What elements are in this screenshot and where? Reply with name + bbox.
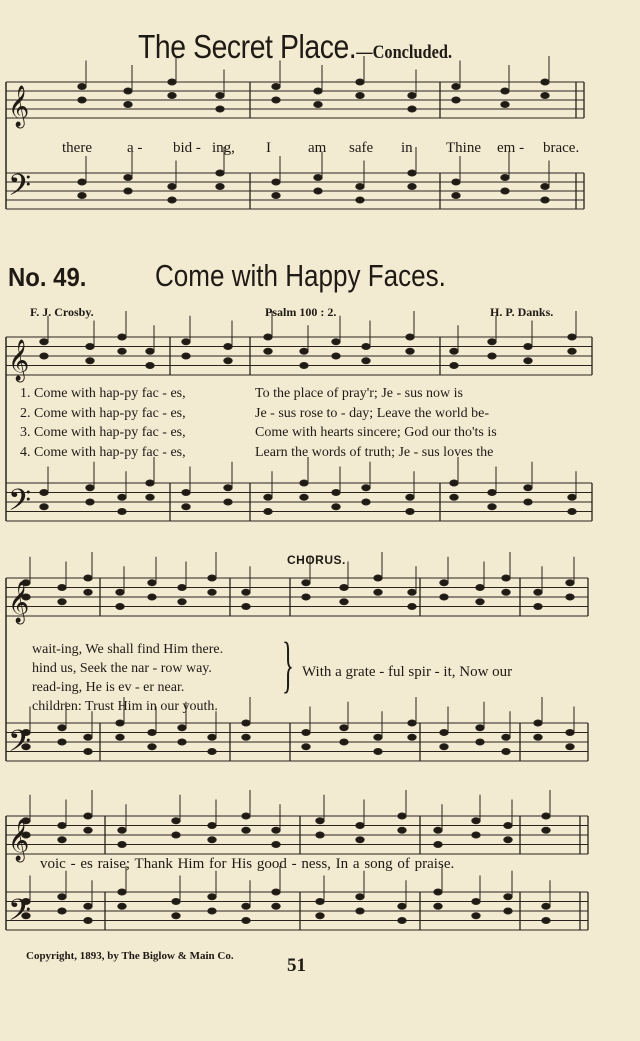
note-head <box>374 749 382 755</box>
note-head <box>272 193 280 199</box>
note-head <box>168 79 176 85</box>
note-head <box>408 106 416 112</box>
note-head <box>398 813 406 819</box>
note-head <box>168 184 176 190</box>
note-head <box>118 509 126 515</box>
verse-lines-start <box>20 384 186 462</box>
note-head <box>340 725 348 731</box>
note-head <box>488 490 496 496</box>
note-head <box>476 599 484 605</box>
note-head <box>182 353 190 359</box>
note-head <box>84 903 92 909</box>
top-lyric-syllable: bid - <box>173 140 201 156</box>
note-head <box>476 725 484 731</box>
note-head <box>40 490 48 496</box>
note-head <box>118 494 126 500</box>
verse-lines-end <box>32 640 223 716</box>
note-head <box>566 744 574 750</box>
note-head <box>172 899 180 905</box>
note-head <box>314 175 322 181</box>
bass-clef-icon: 𝄢 <box>8 725 32 766</box>
note-head <box>118 889 126 895</box>
note-head <box>118 842 126 848</box>
note-head <box>541 79 549 85</box>
note-head <box>242 734 250 740</box>
top-lyric-syllable: I <box>266 140 271 156</box>
note-head <box>216 170 224 176</box>
note-head <box>264 509 272 515</box>
note-head <box>242 720 250 726</box>
note-head <box>314 102 322 108</box>
note-head <box>356 837 364 843</box>
note-head <box>124 188 132 194</box>
note-head <box>340 739 348 745</box>
note-head <box>148 594 156 600</box>
note-head <box>84 575 92 581</box>
note-head <box>316 818 324 824</box>
note-head <box>488 353 496 359</box>
note-head <box>406 348 414 354</box>
note-head <box>216 93 224 99</box>
note-head <box>504 894 512 900</box>
verse-1-middle: To the place of pray'r; Je - sus now is <box>255 386 463 401</box>
note-head <box>440 730 448 736</box>
note-head <box>542 813 550 819</box>
note-head <box>124 102 132 108</box>
note-head <box>408 170 416 176</box>
note-head <box>78 97 86 103</box>
note-head <box>408 604 416 610</box>
note-head <box>502 575 510 581</box>
note-head <box>472 913 480 919</box>
note-head <box>501 102 509 108</box>
note-head <box>316 899 324 905</box>
note-head <box>182 504 190 510</box>
note-head <box>84 734 92 740</box>
note-head <box>300 494 308 500</box>
note-head <box>118 348 126 354</box>
note-head <box>568 509 576 515</box>
note-head <box>242 827 250 833</box>
note-head <box>542 903 550 909</box>
note-head <box>488 504 496 510</box>
verse-3-start: 3. Come with hap-py fac - es, <box>20 425 186 440</box>
verse-1-end: wait-ing, We shall find Him there. <box>32 642 224 657</box>
note-head <box>534 734 542 740</box>
note-head <box>272 84 280 90</box>
verse-4-end: children: Trust Him in our youth. <box>32 699 218 714</box>
hymn-scripture: Psalm 100 : 2. <box>265 305 337 319</box>
note-head <box>374 575 382 581</box>
note-head <box>118 334 126 340</box>
note-head <box>398 827 406 833</box>
note-head <box>208 589 216 595</box>
note-head <box>264 334 272 340</box>
note-head <box>524 358 532 364</box>
top-lyric-syllable: ing, <box>212 140 235 156</box>
note-head <box>332 504 340 510</box>
note-head <box>264 494 272 500</box>
chorus-label: CHORUS. <box>287 553 346 567</box>
note-head <box>502 749 510 755</box>
note-head <box>208 734 216 740</box>
verse-4-middle: Learn the words of truth; Je - sus loves the <box>255 444 494 460</box>
note-head <box>362 499 370 505</box>
note-head <box>172 832 180 838</box>
note-head <box>242 918 250 924</box>
treble-clef-icon: 𝄞 <box>8 582 30 623</box>
note-head <box>300 348 308 354</box>
note-head <box>488 339 496 345</box>
note-head <box>208 894 216 900</box>
note-head <box>58 908 66 914</box>
continuation-title-text: The Secret Place. <box>138 28 357 65</box>
note-head <box>208 908 216 914</box>
note-head <box>40 339 48 345</box>
note-head <box>208 575 216 581</box>
hymn-title: Come with Happy Faces. <box>155 258 446 293</box>
note-head <box>124 88 132 94</box>
note-head <box>272 903 280 909</box>
chorus-line-2: voic - es raise; Thank Him for His good - ness, In a song of praise. <box>40 856 455 872</box>
top-lyric-syllable: brace. <box>543 140 580 156</box>
note-head <box>541 184 549 190</box>
note-head <box>408 184 416 190</box>
note-head <box>272 179 280 185</box>
note-head <box>450 348 458 354</box>
note-head <box>58 725 66 731</box>
note-head <box>84 827 92 833</box>
note-head <box>148 580 156 586</box>
continuation-subtitle: —Concluded. <box>356 42 453 63</box>
note-head <box>182 490 190 496</box>
note-head <box>146 348 154 354</box>
bass-clef-icon: 𝄢 <box>8 484 32 525</box>
verse-2-middle: Je - sus rose to - day; Leave the world be- <box>255 405 490 421</box>
note-head <box>450 363 458 369</box>
treble-clef-icon: 𝄞 <box>8 820 30 861</box>
note-head <box>208 823 216 829</box>
note-head <box>58 585 66 591</box>
note-head <box>476 585 484 591</box>
verse-3-middle: Come with hearts sincere; God our tho'ts is <box>255 425 497 440</box>
hymn-number: No. 49. <box>8 262 87 292</box>
note-head <box>314 188 322 194</box>
note-head <box>182 339 190 345</box>
top-lyric-syllable: safe <box>349 140 374 156</box>
note-head <box>362 485 370 491</box>
note-head <box>224 485 232 491</box>
note-head <box>178 725 186 731</box>
note-head <box>501 175 509 181</box>
note-head <box>356 894 364 900</box>
note-head <box>440 594 448 600</box>
note-head <box>224 499 232 505</box>
note-head <box>78 84 86 90</box>
note-head <box>406 334 414 340</box>
note-head <box>502 734 510 740</box>
note-head <box>434 889 442 895</box>
top-lyric-syllable: em - <box>497 140 525 156</box>
note-head <box>40 353 48 359</box>
note-head <box>58 837 66 843</box>
note-head <box>178 599 186 605</box>
note-head <box>450 494 458 500</box>
note-head <box>272 97 280 103</box>
note-head <box>78 193 86 199</box>
note-head <box>316 913 324 919</box>
note-head <box>242 903 250 909</box>
note-head <box>116 604 124 610</box>
note-head <box>356 823 364 829</box>
note-head <box>86 499 94 505</box>
note-head <box>408 734 416 740</box>
hymn-composer: H. P. Danks. <box>490 305 554 319</box>
note-head <box>208 837 216 843</box>
verse-3-end: read-ing, He is ev - er near. <box>32 680 185 695</box>
treble-clef-icon: 𝄞 <box>8 340 30 381</box>
note-head <box>216 106 224 112</box>
note-head <box>406 494 414 500</box>
note-head <box>86 358 94 364</box>
note-head <box>566 580 574 586</box>
note-head <box>148 744 156 750</box>
note-head <box>440 744 448 750</box>
note-head <box>356 184 364 190</box>
note-head <box>472 818 480 824</box>
verse-1-start: 1. Come with hap-py fac - es, <box>20 386 186 401</box>
note-head <box>272 889 280 895</box>
note-head <box>146 363 154 369</box>
verse-2-end: hind us, Seek the nar - row way. <box>32 661 212 676</box>
treble-clef-icon: 𝄞 <box>8 86 30 127</box>
note-head <box>502 589 510 595</box>
note-head <box>398 903 406 909</box>
note-head <box>58 823 66 829</box>
top-lyric-syllable: there <box>62 140 92 156</box>
note-head <box>300 363 308 369</box>
note-head <box>452 84 460 90</box>
note-head <box>168 93 176 99</box>
note-head <box>398 918 406 924</box>
note-head <box>534 589 542 595</box>
note-head <box>501 188 509 194</box>
note-head <box>504 908 512 914</box>
note-head <box>408 720 416 726</box>
note-head <box>452 179 460 185</box>
note-head <box>58 894 66 900</box>
note-head <box>568 348 576 354</box>
note-head <box>434 842 442 848</box>
note-head <box>541 93 549 99</box>
note-head <box>434 903 442 909</box>
note-head <box>440 580 448 586</box>
note-head <box>340 599 348 605</box>
note-head <box>476 739 484 745</box>
page-number: 51 <box>287 955 306 976</box>
note-head <box>40 504 48 510</box>
note-head <box>242 604 250 610</box>
note-head <box>78 179 86 185</box>
note-head <box>84 813 92 819</box>
note-head <box>566 594 574 600</box>
note-head <box>434 827 442 833</box>
note-head <box>146 494 154 500</box>
top-lyric-syllable: a - <box>127 140 143 156</box>
note-head <box>340 585 348 591</box>
note-head <box>172 913 180 919</box>
note-head <box>524 485 532 491</box>
verse-2-start: 2. Come with hap-py fac - es, <box>20 405 186 421</box>
note-head <box>472 832 480 838</box>
note-head <box>332 353 340 359</box>
top-lyric-syllable: Thine <box>446 140 481 156</box>
note-head <box>356 79 364 85</box>
note-head <box>374 734 382 740</box>
continuation-title <box>138 28 452 66</box>
top-lyric-syllable: in <box>401 140 413 156</box>
note-head <box>116 720 124 726</box>
note-head <box>362 358 370 364</box>
note-head <box>362 344 370 350</box>
note-head <box>534 604 542 610</box>
note-head <box>356 908 364 914</box>
note-head <box>504 837 512 843</box>
note-head <box>408 589 416 595</box>
top-lyric-syllable: am <box>308 140 327 156</box>
note-head <box>168 197 176 203</box>
note-head <box>84 918 92 924</box>
note-head <box>566 730 574 736</box>
note-head <box>302 580 310 586</box>
note-head <box>452 97 460 103</box>
note-head <box>524 499 532 505</box>
note-head <box>356 93 364 99</box>
note-head <box>58 599 66 605</box>
note-head <box>208 749 216 755</box>
bass-clef-icon: 𝄢 <box>8 169 32 210</box>
note-head <box>302 744 310 750</box>
note-head <box>242 813 250 819</box>
verse-brace: } <box>282 631 294 699</box>
note-head <box>84 749 92 755</box>
chorus-line-1: With a grate - ful spir - it, Now our <box>302 664 513 680</box>
note-head <box>504 823 512 829</box>
note-head <box>178 739 186 745</box>
note-head <box>172 818 180 824</box>
note-head <box>224 358 232 364</box>
note-head <box>332 490 340 496</box>
note-head <box>116 734 124 740</box>
note-head <box>272 827 280 833</box>
note-head <box>524 344 532 350</box>
note-head <box>332 339 340 345</box>
note-head <box>224 344 232 350</box>
hymn-author: F. J. Crosby. <box>30 305 94 319</box>
note-head <box>178 585 186 591</box>
copyright-notice: Copyright, 1893, by The Biglow & Main Co. <box>26 950 234 962</box>
verse-4-start: 4. Come with hap-py fac - es, <box>20 444 186 460</box>
note-head <box>408 93 416 99</box>
note-head <box>316 832 324 838</box>
note-head <box>542 827 550 833</box>
note-head <box>501 88 509 94</box>
note-head <box>86 485 94 491</box>
note-head <box>472 899 480 905</box>
note-head <box>272 842 280 848</box>
note-head <box>300 480 308 486</box>
note-head <box>242 589 250 595</box>
note-head <box>314 88 322 94</box>
note-head <box>118 827 126 833</box>
note-head <box>86 344 94 350</box>
note-head <box>452 193 460 199</box>
note-head <box>541 197 549 203</box>
note-head <box>450 480 458 486</box>
note-head <box>534 720 542 726</box>
note-head <box>116 589 124 595</box>
note-head <box>568 494 576 500</box>
note-head <box>374 589 382 595</box>
note-head <box>542 918 550 924</box>
note-head <box>118 903 126 909</box>
note-head <box>356 197 364 203</box>
note-head <box>216 184 224 190</box>
verse-lines-middle <box>255 384 497 462</box>
note-head <box>148 730 156 736</box>
note-head <box>302 594 310 600</box>
note-head <box>124 175 132 181</box>
note-head <box>568 334 576 340</box>
note-head <box>146 480 154 486</box>
note-head <box>264 348 272 354</box>
note-head <box>58 739 66 745</box>
bass-clef-icon: 𝄢 <box>8 894 32 935</box>
note-head <box>406 509 414 515</box>
note-head <box>302 730 310 736</box>
note-head <box>84 589 92 595</box>
